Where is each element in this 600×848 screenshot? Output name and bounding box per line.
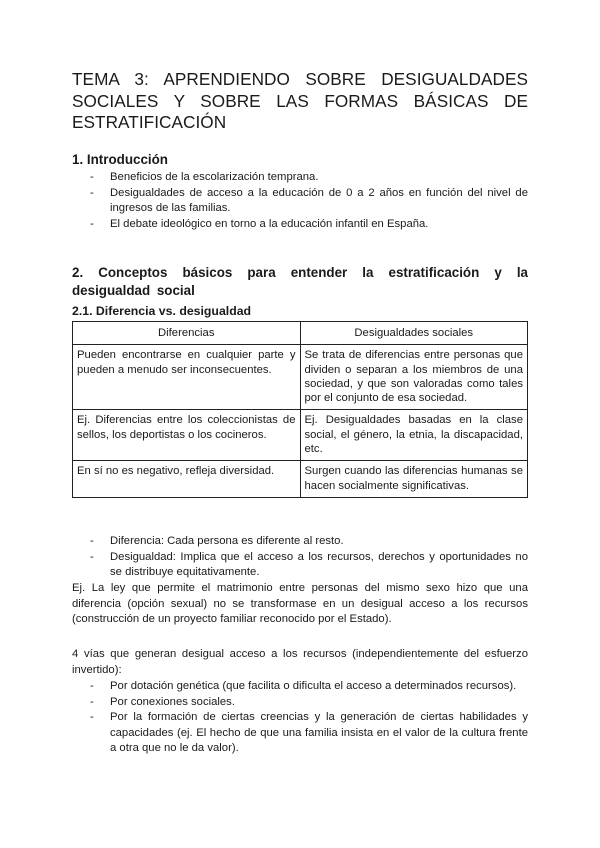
section-heading-conceptos: 2. Conceptos básicos para entender la estratificación y la desigualdad social — [72, 265, 528, 298]
document-page — [72, 69, 528, 755]
list-item: - Desigualdad: Implica que el acceso a los recursos, derechos y oportunidades no se distribuye equitativamente. — [72, 550, 528, 581]
intro-list — [72, 170, 528, 232]
document-title: TEMA 3: APRENDIENDO SOBRE DESIGUALDADES SOCIALES Y SOBRE LAS FORMAS BÁSICAS DE ESTRATIFICACIÓN — [72, 69, 528, 132]
table-cell: Ej. Diferencias entre los coleccionistas de sellos, los deportistas o los cocineros. — [73, 410, 301, 461]
table-header-row — [73, 322, 528, 345]
list-item: - Por la formación de ciertas creencias y la generación de ciertas habilidades y capacidades (ej. El hecho de que una familia insista en el valor de la cultura frente a otra que no le da valor). — [72, 710, 528, 757]
table-cell: En sí no es negativo, refleja diversidad. — [73, 461, 301, 498]
definitions-list — [72, 534, 528, 581]
table-row — [73, 345, 528, 410]
ways-intro-paragraph: 4 vías que generan desigual acceso a los recursos (independientemente del esfuerzo invertido): — [72, 648, 528, 676]
table-cell: Pueden encontrarse en cualquier parte y pueden a menudo ser inconsecuentes. — [73, 345, 301, 410]
list-item: - Diferencia: Cada persona es diferente al resto. — [72, 534, 528, 550]
section-heading-introduccion: 1. Introducción — [72, 152, 168, 167]
comparison-table — [72, 321, 528, 498]
table-cell: Se trata de diferencias entre personas que dividen o separan a los miembros de una sociedad, y que son valoradas como tales por el conjunto de esa sociedad. — [300, 345, 528, 410]
list-item: - El debate ideológico en torno a la educación infantil en España. — [72, 217, 528, 233]
list-item: - Desigualdades de acceso a la educación de 0 a 2 años en función del nivel de ingresos de las familias. — [72, 186, 528, 217]
table-cell: Ej. Desigualdades basadas en la clase social, el género, la etnia, la discapacidad, etc. — [300, 410, 528, 461]
list-item: - Por conexiones sociales. — [72, 695, 528, 711]
column-header-diferencias: Diferencias — [73, 322, 301, 345]
column-header-desigualdades: Desigualdades sociales — [300, 322, 528, 345]
example-paragraph: Ej. La ley que permite el matrimonio entre personas del mismo sexo hizo que una diferencia (opción sexual) no se transformase en un desigual acceso a los recursos (construcción de un proyecto familiar reconocido por el Estado). — [72, 582, 528, 626]
table-cell: Surgen cuando las diferencias humanas se hacen socialmente significativas. — [300, 461, 528, 498]
table-row — [73, 410, 528, 461]
table-row — [73, 461, 528, 498]
ways-list — [72, 679, 528, 757]
subsection-heading-diferencia: 2.1. Diferencia vs. desigualdad — [72, 304, 252, 318]
list-item: - Beneficios de la escolarización temprana. — [72, 170, 528, 186]
list-item: - Por dotación genética (que facilita o dificulta el acceso a determinados recursos). — [72, 679, 528, 695]
